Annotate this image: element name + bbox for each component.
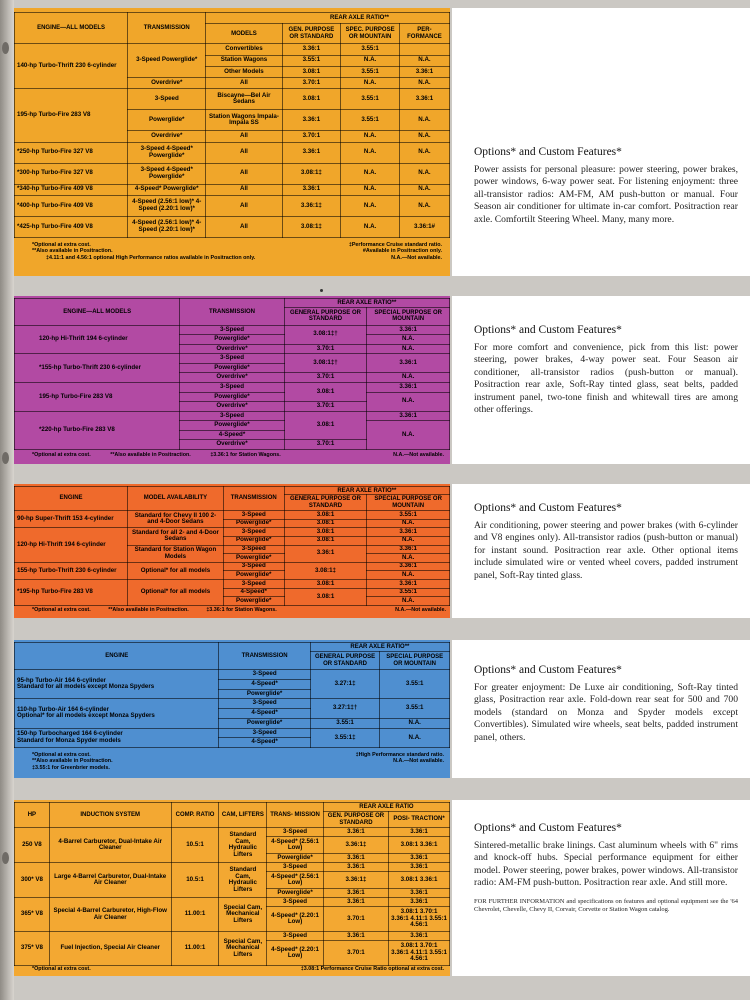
options-heading: Options* and Custom Features* — [474, 502, 622, 514]
ratio-cell: 3.08:1 3.70:1 3.36:1 4.11:1 3.55:1 4.56:1 — [389, 907, 450, 932]
trans-cell: 4-Speed* (2.56:1 Low) — [267, 837, 324, 854]
ratio-cell: 3.36:1 — [282, 142, 341, 163]
ratio-cell: N.A. — [367, 519, 450, 528]
engine-cell — [15, 670, 219, 699]
ratio-cell: 3.36:1 — [399, 66, 449, 77]
footnote: **Also available in Positraction. — [108, 607, 189, 613]
ratio-cell: 3.36:1 — [323, 854, 388, 863]
ratio-cell: 3.36:1 — [367, 411, 450, 421]
ratio-cell: 3.70:1 — [282, 78, 341, 89]
ratio-cell: 3.36:1 — [389, 932, 450, 941]
footnote: ‡3.36:1 for Station Wagons. — [206, 607, 277, 613]
footnote: N.A.—Not available. — [391, 254, 442, 261]
engine-cell: *250-hp Turbo-Fire 327 V8 — [15, 142, 128, 163]
options-card-chevelle — [452, 296, 750, 464]
engine-cell: *400-hp Turbo-Fire 409 V8 — [15, 195, 128, 216]
trans-cell: 4-Speed* — [219, 738, 310, 748]
brochure-binding — [0, 0, 14, 1000]
ratio-cell: 3.36:1 — [282, 184, 341, 195]
ratio-cell: N.A. — [399, 195, 449, 216]
ratio-cell: N.A. — [367, 597, 450, 606]
footnote: N.A.—Not available. — [395, 607, 446, 613]
col-gen: GENERAL PURPOSE OR STANDARD — [284, 495, 367, 511]
engine-cell: *155-hp Turbo-Thrift 230 6-cylinder — [15, 354, 180, 383]
ratio-cell: N.A. — [399, 78, 449, 89]
ratio-cell: 3.08:1 — [284, 580, 367, 589]
engine-cell: 195-hp Turbo-Fire 283 V8 — [15, 383, 180, 412]
ratio-cell: 3.55:1 — [341, 66, 400, 77]
options-card-chevy-ii — [452, 484, 750, 618]
comp-cell: 10.5:1 — [171, 863, 219, 898]
trans-cell: Overdrive* — [180, 402, 284, 412]
trans-cell: 4-Speed* — [219, 709, 310, 719]
trans-cell: Powerglide* — [180, 421, 284, 431]
ratio-cell: N.A. — [399, 110, 449, 131]
trans-cell: Powerglide* — [180, 363, 284, 373]
ratio-cell: 3.36:1 — [323, 828, 388, 837]
ratio-cell: 3.36:1 — [367, 562, 450, 571]
footnote: *Optional at extra cost. — [32, 452, 91, 458]
ratio-cell: N.A. — [341, 55, 400, 66]
col-gen: GEN. PURPOSE OR STANDARD — [323, 811, 388, 827]
engine-cell: 120-hp Hi-Thrift 194 6-cylinder — [15, 325, 180, 354]
engine-note: Standard for all models except Monza Spyders — [17, 683, 155, 691]
options-text: For greater enjoyment: De Luxe air conditioning, Soft-Ray tinted glass, Positraction rear axle. Fold-down rear seat for 500 and 700 models (standard on Monza and Spyder models except Convertibles). Simulated wire wheels, seat belts, padded instrument panel, others. — [474, 682, 738, 743]
ratio-cell: N.A. — [341, 163, 400, 184]
trans-cell: 3-Speed — [128, 89, 206, 110]
cam-cell: Special Cam, Mechanical Lifters — [219, 932, 267, 966]
ratio-cell: 3.36:1 — [389, 889, 450, 898]
engine-note: Standard for Monza Spyder models — [17, 736, 121, 744]
trans-cell: Powerglide* — [180, 335, 284, 345]
engine-name: 95-hp Turbo-Air 164 6-cylinder — [17, 676, 106, 684]
col-engine: ENGINE—ALL MODELS — [15, 13, 128, 44]
col-availability: MODEL AVAILABILITY — [128, 487, 224, 511]
trans-cell: Powerglide* — [267, 854, 324, 863]
col-transmission: TRANSMISSION — [223, 487, 284, 511]
trans-cell: 3-Speed — [219, 670, 310, 680]
ratio-cell: N.A. — [380, 718, 450, 728]
trans-cell: Overdrive* — [180, 373, 284, 383]
ratio-cell: 3.08:1 — [282, 66, 341, 77]
ratio-cell: 3.70:1 — [323, 907, 388, 932]
ratio-cell: 3.70:1 — [323, 941, 388, 966]
options-heading: Options* and Custom Features* — [474, 324, 622, 336]
footnote: **Also available in Positraction. — [32, 758, 113, 765]
ratio-cell: 3.27:1‡† — [310, 699, 380, 718]
ratio-cell: N.A. — [367, 536, 450, 545]
engine-name: 150-hp Turbocharged 164 6-cylinder — [17, 730, 123, 738]
trans-cell: 4-Speed* — [180, 430, 284, 440]
col-spec: SPECIAL PURPOSE OR MOUNTAIN — [380, 652, 450, 670]
ratio-cell: 3.08:1 — [284, 588, 367, 605]
col-rear-axle: REAR AXLE RATIO** — [310, 643, 449, 652]
col-transmission: TRANSMISSION — [180, 299, 284, 326]
availability-cell: Optional* for all models — [128, 562, 224, 579]
col-perf: PER- FORMANCE — [399, 23, 449, 43]
table-footnotes — [32, 966, 444, 972]
table-footnotes — [32, 752, 444, 771]
col-rear-axle: REAR AXLE RATIO** — [206, 13, 450, 24]
engine-name: 110-hp Turbo-Air 164 6-cylinder — [17, 705, 110, 713]
induction-cell: Special 4-Barrel Carburetor, High-Flow Air Cleaner — [49, 898, 171, 932]
options-text: Power assists for personal pleasure: power steering, power brakes, power windows, 6-way power seat. For listening enjoyment: three all-transistor radios: AM-FM, AM push-button or manual. Four Season air conditioner for ultimate in-car comfort. Positraction rear axle. Comfortilt Steering Wheel. Many, many more. — [474, 164, 738, 225]
engine-cell — [15, 728, 219, 747]
col-models: MODELS — [206, 23, 282, 43]
ratio-cell: 3.36:1 — [389, 898, 450, 907]
trans-cell: 3-Speed — [219, 699, 310, 709]
hp-cell: 365* V8 — [15, 898, 50, 932]
col-gen: GENERAL PURPOSE OR STANDARD — [284, 308, 367, 325]
col-trans: TRANS- MISSION — [267, 803, 324, 828]
trans-cell: 4-Speed* (2.56:1 Low) — [267, 872, 324, 889]
cam-cell: Standard Cam, Hydraulic Lifters — [219, 863, 267, 898]
col-cam: CAM, LIFTERS — [219, 803, 267, 828]
ratio-cell: 3.08:1 3.36:1 — [389, 837, 450, 854]
options-heading: Options* and Custom Features* — [474, 146, 622, 158]
engine-cell: 90-hp Super-Thrift 153 4-cylinder — [15, 511, 128, 528]
ratio-cell: 3.70:1 — [284, 440, 367, 450]
ratio-cell: 3.55:1‡ — [310, 728, 380, 747]
footnote: ‡Performance Cruise standard ratio. — [348, 242, 442, 248]
ratio-cell: N.A. — [367, 571, 450, 580]
ratio-cell: 3.36:1 — [389, 854, 450, 863]
models-cell: All — [206, 163, 282, 184]
ratio-cell: 3.36:1# — [399, 216, 449, 237]
trans-cell: 4-Speed* — [219, 679, 310, 689]
col-rear-axle: REAR AXLE RATIO** — [284, 299, 449, 308]
comp-cell: 11.00:1 — [171, 898, 219, 932]
ratio-cell: 3.36:1 — [367, 580, 450, 589]
trans-cell: 3-Speed 4-Speed* Powerglide* — [128, 163, 206, 184]
trans-cell: Powerglide* — [128, 110, 206, 131]
chevy-ii-spec-table — [14, 484, 450, 618]
ratio-cell: 3.36:1‡ — [323, 837, 388, 854]
availability-cell: Optional* for all models — [128, 580, 224, 606]
models-cell: All — [206, 142, 282, 163]
options-text: Sintered-metallic brake linings. Cast aluminum wheels with 6" rims and knock-off hubs. Special performance equipment for either model. Power steering, power brakes, power windows. All-transistor radio: AM-FM push-button. Positraction rear axle. And still more. — [474, 840, 738, 889]
ratio-cell: 3.55:1 — [282, 55, 341, 66]
ratio-cell: N.A. — [380, 728, 450, 747]
ratio-cell: 3.36:1 — [389, 863, 450, 872]
trans-cell: 4-Speed* Powerglide* — [128, 184, 206, 195]
trans-cell: 4-Speed (2.56:1 low)* 4-Speed (2.20:1 low)* — [128, 216, 206, 237]
ratio-cell: N.A. — [341, 184, 400, 195]
ratio-cell: 3.55:1 — [380, 699, 450, 718]
trans-cell: 3-Speed — [180, 411, 284, 421]
ratio-cell: 3.70:1 — [284, 344, 367, 354]
engine-cell: *300-hp Turbo-Fire 327 V8 — [15, 163, 128, 184]
trans-cell: 4-Speed* — [223, 588, 284, 597]
col-rear-axle: REAR AXLE RATIO — [323, 803, 449, 812]
ratio-cell: N.A. — [367, 421, 450, 450]
engine-cell: 195-hp Turbo-Fire 283 V8 — [15, 89, 128, 142]
footnote: ‡3.36:1 for Station Wagons. — [210, 452, 281, 458]
trans-cell: 3-Speed — [267, 932, 324, 941]
trans-cell: Overdrive* — [128, 131, 206, 142]
engine-cell: *340-hp Turbo-Fire 409 V8 — [15, 184, 128, 195]
ratio-cell: 3.08:1 — [284, 536, 367, 545]
ratio-cell: 3.36:1 — [284, 545, 367, 562]
ratio-cell: N.A. — [367, 344, 450, 354]
options-card-chevrolet — [452, 8, 750, 276]
models-cell: All — [206, 131, 282, 142]
trans-cell: Powerglide* — [223, 571, 284, 580]
punch-hole — [2, 852, 9, 864]
trans-cell: 3-Speed Powerglide* — [128, 44, 206, 78]
induction-cell: Fuel Injection, Special Air Cleaner — [49, 932, 171, 966]
ratio-cell: N.A. — [399, 142, 449, 163]
ratio-cell: N.A. — [367, 554, 450, 563]
ratio-cell: N.A. — [367, 335, 450, 345]
trans-cell: Overdrive* — [180, 344, 284, 354]
trans-cell: Overdrive* — [128, 78, 206, 89]
models-cell: Station Wagons Impala-Impala SS — [206, 110, 282, 131]
ratio-cell: 3.08:1 — [284, 411, 367, 440]
footnote: ‡High Performance standard ratio. — [355, 752, 444, 758]
col-spec: SPECIAL PURPOSE OR MOUNTAIN — [367, 495, 450, 511]
ratio-cell: 3.08:1‡† — [284, 354, 367, 373]
ratio-cell: 3.36:1 — [282, 110, 341, 131]
engine-cell: *220-hp Turbo-Fire 283 V8 — [15, 411, 180, 449]
ratio-cell: 3.36:1 — [323, 889, 388, 898]
punch-hole — [2, 42, 9, 54]
models-cell: All — [206, 195, 282, 216]
ratio-cell: N.A. — [399, 163, 449, 184]
ratio-cell: 3.08:1 — [284, 383, 367, 402]
ratio-cell: 3.55:1 — [341, 44, 400, 55]
further-information: FOR FURTHER INFORMATION and specifications on features and optional equipment see the '64 Chevrolet, Chevelle, Chevy II, Corvair, Corvette or Station Wagon catalog. — [474, 897, 738, 913]
trans-cell: 4-Speed* (2.20:1 Low) — [267, 907, 324, 932]
footnote: N.A.—Not available. — [393, 452, 444, 458]
ratio-cell: 3.36:1 — [389, 828, 450, 837]
trans-cell: Overdrive* — [180, 440, 284, 450]
ratio-cell: 3.08:1‡† — [284, 325, 367, 344]
footnote: ‡3.55:1 for Greenbrier models. — [32, 764, 110, 771]
ratio-cell: 3.36:1 — [399, 89, 449, 110]
ratio-cell: 3.36:1 — [323, 932, 388, 941]
col-engine: ENGINE — [15, 643, 219, 670]
ratio-cell: 3.08:1 3.36:1 — [389, 872, 450, 889]
corvette-spec-table — [14, 800, 450, 976]
footnote: *Optional at extra cost. — [32, 966, 91, 972]
trans-cell: 3-Speed — [219, 728, 310, 738]
ratio-cell: 3.08:1‡ — [282, 163, 341, 184]
trans-cell: Powerglide* — [223, 519, 284, 528]
col-rear-axle: REAR AXLE RATIO** — [284, 487, 449, 495]
ratio-cell: N.A. — [367, 373, 450, 383]
col-hp: HP — [15, 803, 50, 828]
induction-cell: Large 4-Barrel Carburetor, Dual-Intake Air Cleaner — [49, 863, 171, 898]
models-cell: Other Models — [206, 66, 282, 77]
ratio-cell: 3.36:1‡ — [282, 195, 341, 216]
ratio-cell: 3.08:1 — [282, 89, 341, 110]
col-spec: SPECIAL PURPOSE OR MOUNTAIN — [367, 308, 450, 325]
ratio-cell: 3.08:1‡ — [282, 216, 341, 237]
models-cell: All — [206, 78, 282, 89]
options-text: Air conditioning, power steering and power brakes (with 6-cylinder and V8 engines only). All-transistor radios (push-button or manual) for instant sound. Positraction rear axle. Other optional items include simulated wire or vented wheel covers, padded instrument panel, Soft-Ray tinted glass. — [474, 520, 738, 581]
trans-cell: Powerglide* — [219, 689, 310, 699]
ratio-cell: 3.36:1 — [367, 528, 450, 537]
ratio-cell: 3.36:1 — [367, 383, 450, 393]
ratio-cell: 3.70:1 — [284, 373, 367, 383]
trans-cell: 4-Speed (2.56:1 low)* 4-Speed (2.20:1 low)* — [128, 195, 206, 216]
trans-cell: 3-Speed — [267, 863, 324, 872]
footnote: *Optional at extra cost. — [32, 752, 91, 758]
ratio-cell: 3.08:1‡ — [284, 562, 367, 579]
ratio-cell: N.A. — [341, 142, 400, 163]
chevrolet-spec-table — [14, 8, 450, 276]
ratio-cell: 3.08:1 3.70:1 3.36:1 4.11:1 3.55:1 4.56:1 — [389, 941, 450, 966]
engine-note: Optional* for all models except Monza Spyders — [17, 712, 155, 720]
ratio-cell: 3.36:1‡ — [323, 872, 388, 889]
trans-cell: Powerglide* — [267, 889, 324, 898]
ratio-cell: 3.55:1 — [310, 718, 380, 728]
trans-cell: 3-Speed — [223, 580, 284, 589]
trans-cell: 3-Speed — [223, 545, 284, 554]
ratio-cell: N.A. — [341, 195, 400, 216]
ratio-cell: 3.70:1 — [282, 131, 341, 142]
models-cell: Convertibles — [206, 44, 282, 55]
engine-cell — [15, 699, 219, 728]
trans-cell: 3-Speed — [180, 354, 284, 364]
col-engine: ENGINE — [15, 487, 128, 511]
trans-cell: 3-Speed — [180, 325, 284, 335]
corvair-spec-table — [14, 640, 450, 778]
hp-cell: 375* V8 — [15, 932, 50, 966]
col-transmission: TRANSMISSION — [219, 643, 310, 670]
models-cell: Biscayne—Bel Air Sedans — [206, 89, 282, 110]
models-cell: All — [206, 216, 282, 237]
table-footnotes — [32, 607, 446, 613]
ratio-cell: N.A. — [399, 55, 449, 66]
models-cell: All — [206, 184, 282, 195]
ratio-cell: 3.36:1 — [367, 354, 450, 373]
col-induction: INDUCTION SYSTEM — [49, 803, 171, 828]
ratio-cell: 3.08:1 — [284, 528, 367, 537]
footnote: *Optional at extra cost. — [32, 607, 91, 613]
chevelle-spec-table — [14, 296, 450, 464]
ratio-cell: 3.55:1 — [341, 89, 400, 110]
ratio-cell: 3.55:1 — [367, 511, 450, 520]
footnote: **Also available in Positraction. — [32, 248, 113, 255]
engine-cell: *195-hp Turbo-Fire 283 V8 — [15, 580, 128, 606]
footnote: *Optional at extra cost. — [32, 242, 91, 248]
ratio-cell: N.A. — [367, 392, 450, 411]
col-gen: GEN. PURPOSE OR STANDARD — [282, 23, 341, 43]
trans-cell: Powerglide* — [223, 554, 284, 563]
comp-cell: 10.5:1 — [171, 828, 219, 863]
cam-cell: Standard Cam, Hydraulic Lifters — [219, 828, 267, 863]
trans-cell: Powerglide* — [219, 718, 310, 728]
ratio-cell: 3.55:1 — [367, 588, 450, 597]
ratio-cell: 3.27:1‡ — [310, 670, 380, 699]
hp-cell: 300* V8 — [15, 863, 50, 898]
ratio-cell: 3.36:1 — [323, 863, 388, 872]
trans-cell: Powerglide* — [223, 597, 284, 606]
ratio-cell: 3.08:1 — [284, 519, 367, 528]
ratio-cell: 3.36:1 — [367, 545, 450, 554]
footnote: N.A.—Not available. — [393, 758, 444, 765]
printer-dot — [320, 289, 323, 292]
trans-cell: 3-Speed — [267, 898, 324, 907]
ratio-cell: 3.36:1 — [282, 44, 341, 55]
trans-cell: 3-Speed — [223, 528, 284, 537]
options-text: For more comfort and convenience, pick from this list: power steering, power brakes, 4-way power seat. Four Season air conditioner, all-transistor radios (push-button or manual). Positraction rear axle, Soft-Ray tinted glass, seat belts, padded instrument panel, two-tone finish and whitewall tires are among other offerings. — [474, 342, 738, 416]
ratio-cell: N.A. — [341, 131, 400, 142]
col-gen: GENERAL PURPOSE OR STANDARD — [310, 652, 380, 670]
ratio-cell: N.A. — [341, 216, 400, 237]
trans-cell: Powerglide* — [180, 392, 284, 402]
availability-cell: Standard for all 2- and 4-Door Sedans — [128, 528, 224, 545]
table-footnotes — [32, 242, 442, 261]
cam-cell: Special Cam, Mechanical Lifters — [219, 898, 267, 932]
options-card-corvair — [452, 640, 750, 778]
ratio-cell: N.A. — [399, 184, 449, 195]
options-heading: Options* and Custom Features* — [474, 664, 622, 676]
ratio-cell: 3.55:1 — [341, 110, 400, 131]
trans-cell: 3-Speed 4-Speed* Powerglide* — [128, 142, 206, 163]
trans-cell: 3-Speed — [180, 383, 284, 393]
ratio-cell: 3.36:1 — [367, 325, 450, 335]
footnote: ‡3.08:1 Performance Cruise Ratio optional at extra cost. — [300, 966, 444, 972]
engine-cell: 155-hp Turbo-Thrift 230 6-cylinder — [15, 562, 128, 579]
table-footnotes — [32, 452, 444, 458]
comp-cell: 11.00:1 — [171, 932, 219, 966]
induction-cell: 4-Barrel Carburetor, Dual-Intake Air Cleaner — [49, 828, 171, 863]
engine-cell: 120-hp Hi-Thrift 194 6-cylinder — [15, 528, 128, 563]
ratio-cell: 3.36:1 — [323, 898, 388, 907]
footnote: #Available in Positraction only. — [362, 248, 442, 255]
trans-cell: 3-Speed — [267, 828, 324, 837]
trans-cell: 4-Speed* (2.20:1 Low) — [267, 941, 324, 966]
ratio-cell: 3.08:1 — [284, 511, 367, 520]
availability-cell: Standard for Station Wagon Models — [128, 545, 224, 562]
footnote: ‡4.11:1 and 4.56:1 optional High Performance ratios available in Positraction only. — [46, 254, 256, 261]
col-engine: ENGINE—ALL MODELS — [15, 299, 180, 326]
trans-cell: Powerglide* — [223, 536, 284, 545]
availability-cell: Standard for Chevy II 100 2- and 4-Door Sedans — [128, 511, 224, 528]
col-comp: COMP. RATIO — [171, 803, 219, 828]
options-card-corvette — [452, 800, 750, 976]
trans-cell: 3-Speed — [223, 562, 284, 571]
footnote: **Also available in Positraction. — [110, 452, 191, 458]
hp-cell: 250 V8 — [15, 828, 50, 863]
ratio-cell: N.A. — [341, 78, 400, 89]
engine-cell: 140-hp Turbo-Thrift 230 6-cylinder — [15, 44, 128, 89]
ratio-cell: 3.70:1 — [284, 402, 367, 412]
col-spec: SPEC. PURPOSE OR MOUNTAIN — [341, 23, 400, 43]
punch-hole — [2, 452, 9, 464]
col-posi: POSI- TRACTION* — [389, 811, 450, 827]
ratio-cell: N.A. — [399, 131, 449, 142]
options-heading: Options* and Custom Features* — [474, 822, 622, 834]
ratio-cell: 3.55:1 — [380, 670, 450, 699]
col-transmission: TRANSMISSION — [128, 13, 206, 44]
trans-cell: 3-Speed — [223, 511, 284, 520]
ratio-cell — [399, 44, 449, 55]
engine-cell: *425-hp Turbo-Fire 409 V8 — [15, 216, 128, 237]
models-cell: Station Wagons — [206, 55, 282, 66]
